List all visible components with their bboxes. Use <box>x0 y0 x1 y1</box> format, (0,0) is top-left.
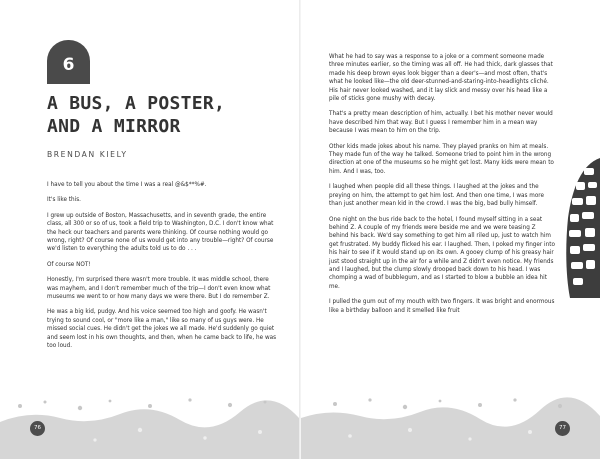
ground-texture <box>0 392 600 459</box>
paragraph: It's like this. <box>47 197 81 204</box>
paragraph: Other kids made jokes about his name. They played pranks on him at meals. They made fun of the way he talked. Someone tried to point him in the wrong direction at one of the museums so he might get lost. Many kids were mean to him. And I was, too. <box>329 143 554 175</box>
paragraph: One night on the bus ride back to the hotel, I found myself sitting in a seat behind Z. A couple of my friends were beside me and we were teasing Z behind his back. We'd say something to get him all riled up, just to watch him get frustrated. My buddy flicked his ear. I laughed. Then, I poked my finger into his hair to see if it would stand up on its own. A gooey clump of his greasy hair just stood straight up in the air for a while and Z didn't even notice. My friends and I laughed, but the clump slowly drooped back down to his head. I was chomping a wad of bubblegum, and as I started to blow a bubble an idea hit me. <box>329 216 555 290</box>
chapter-number-tab <box>47 40 90 84</box>
paragraph: I grew up outside of Boston, Massachusetts, and in seventh grade, the entire class, all 300 or so of us, took a field trip to Washington, D.C. I don't know what the heck our teachers and parents were thinking. Of course nothing would go wrong, right? Of course none of us would get into any trouble—right? Of course we'd listen to everything the adults told us to do . . . <box>47 212 274 253</box>
chapter-number: 6 <box>62 55 75 75</box>
paragraph: Honestly, I'm surprised there wasn't more trouble. It was middle school, there was mayhem, and I don't remember much of the trip—I don't even know what museums we went to or how many days we were there. But I do remember Z. <box>47 277 271 301</box>
paragraph: I laughed when people did all these things. I laughed at the jokes and the preying on him, the attempt to get him lost. And then one time, I was more than just another mean kid in the crowd. I was the big, bad bully himself. <box>329 184 545 208</box>
paragraph: He was a big kid, pudgy. And his voice seemed too high and goofy. He wasn't trying to sound cool, or "more like a man," like so many of us guys were. He missed social cues. He didn't get the jokes we all made. He'd suddenly go quiet and seem lost in his own thoughts, and then, when he came back to life, he was too loud. <box>47 309 277 350</box>
paragraph: I have to tell you about the time I was a real @&$**%#. <box>47 182 207 188</box>
right-page-text <box>329 53 556 322</box>
book-gutter <box>299 0 301 459</box>
paragraph: That's a pretty mean description of him, actually. I bet his mother never would have described him that way. But I guess I remember him in a mean way because I was mean to him on the trip. <box>329 111 553 135</box>
paragraph: I pulled the gum out of my mouth with two fingers. It was bright and enormous like a birthday balloon and it smelled like fruit <box>329 299 555 314</box>
paragraph: What he had to say was a response to a joke or a comment someone made three minutes earlier, so the timing was all off. He had thick, dark glasses that made his deep brown eyes look bigger than a deer's—and most often, that's what he looked like—the old deer-stunned-and-staring-into-headlights cliché. His hair never looked washed, and it lay slick and messy over his head like a pile of sticks gone mushy with decay. <box>329 54 553 103</box>
chapter-title: A BUS, A POSTER, AND A MIRROR <box>47 93 226 137</box>
chapter-author: BRENDAN KIELY <box>47 150 128 159</box>
paragraph: Of course NOT! <box>47 261 91 268</box>
left-page-text <box>47 181 279 358</box>
page-number-right: 77 <box>555 421 570 436</box>
page-number-left: 76 <box>30 421 45 436</box>
stone-pillar-illustration <box>562 158 600 298</box>
